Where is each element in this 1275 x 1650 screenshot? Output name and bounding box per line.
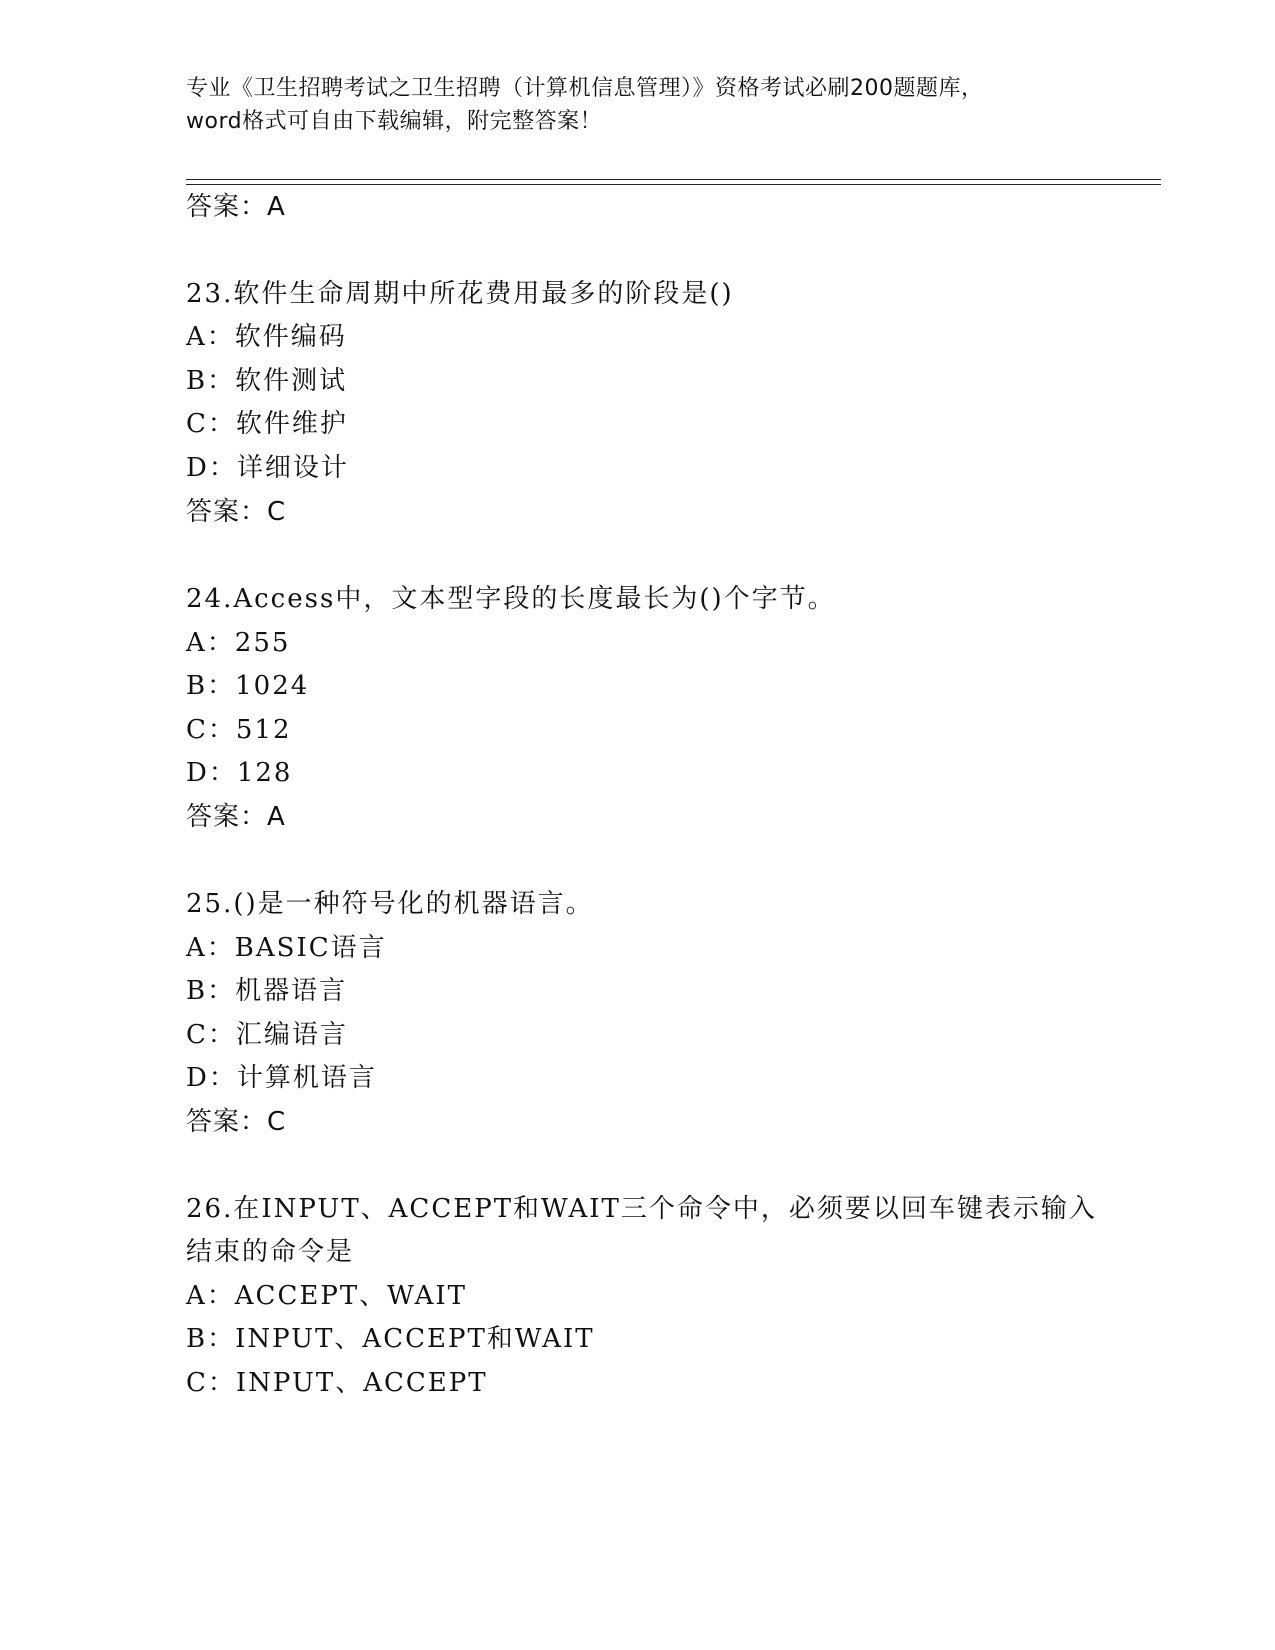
option-d-24: D：128 xyxy=(186,758,293,788)
question-stem-23: 23.软件生命周期中所花费用最多的阶段是() xyxy=(186,279,734,309)
header-divider-top xyxy=(186,179,1161,180)
option-d-23: D：详细设计 xyxy=(186,453,349,483)
option-c-23: C：软件维护 xyxy=(186,409,348,439)
question-stem-26-line-2: 结束的命令是 xyxy=(186,1237,355,1267)
option-c-26: C：INPUT、ACCEPT xyxy=(186,1368,488,1398)
option-a-26: A：ACCEPT、WAIT xyxy=(186,1281,467,1311)
question-stem-26-line-1: 26.在INPUT、ACCEPT和WAIT三个命令中，必须要以回车键表示输入 xyxy=(186,1194,1097,1224)
option-b-23: B：软件测试 xyxy=(186,366,348,396)
option-b-26: B：INPUT、ACCEPT和WAIT xyxy=(186,1324,595,1354)
question-stem-24: 24.Access中，文本型字段的长度最长为()个字节。 xyxy=(186,584,836,614)
document-header xyxy=(186,72,1086,138)
header-divider-bottom xyxy=(186,184,1161,185)
option-b-25: B：机器语言 xyxy=(186,976,348,1006)
option-a-24: A：255 xyxy=(186,628,291,658)
option-d-25: D：计算机语言 xyxy=(186,1063,377,1093)
answer-25: 答案：C xyxy=(186,1107,287,1137)
answer-prev: 答案：A xyxy=(186,192,286,222)
answer-23: 答案：C xyxy=(186,497,287,527)
option-b-24: B：1024 xyxy=(186,671,310,701)
header-line-2: word格式可自由下载编辑，附完整答案！ xyxy=(186,109,603,134)
option-a-25: A：BASIC语言 xyxy=(186,933,387,963)
option-a-23: A：软件编码 xyxy=(186,322,347,352)
answer-24: 答案：A xyxy=(186,802,286,832)
header-line-1: 专业《卫生招聘考试之卫生招聘（计算机信息管理）》资格考试必刷200题题库， xyxy=(186,76,984,101)
question-stem-25: 25.()是一种符号化的机器语言。 xyxy=(186,889,594,919)
option-c-25: C：汇编语言 xyxy=(186,1020,348,1050)
option-c-24: C：512 xyxy=(186,715,292,745)
